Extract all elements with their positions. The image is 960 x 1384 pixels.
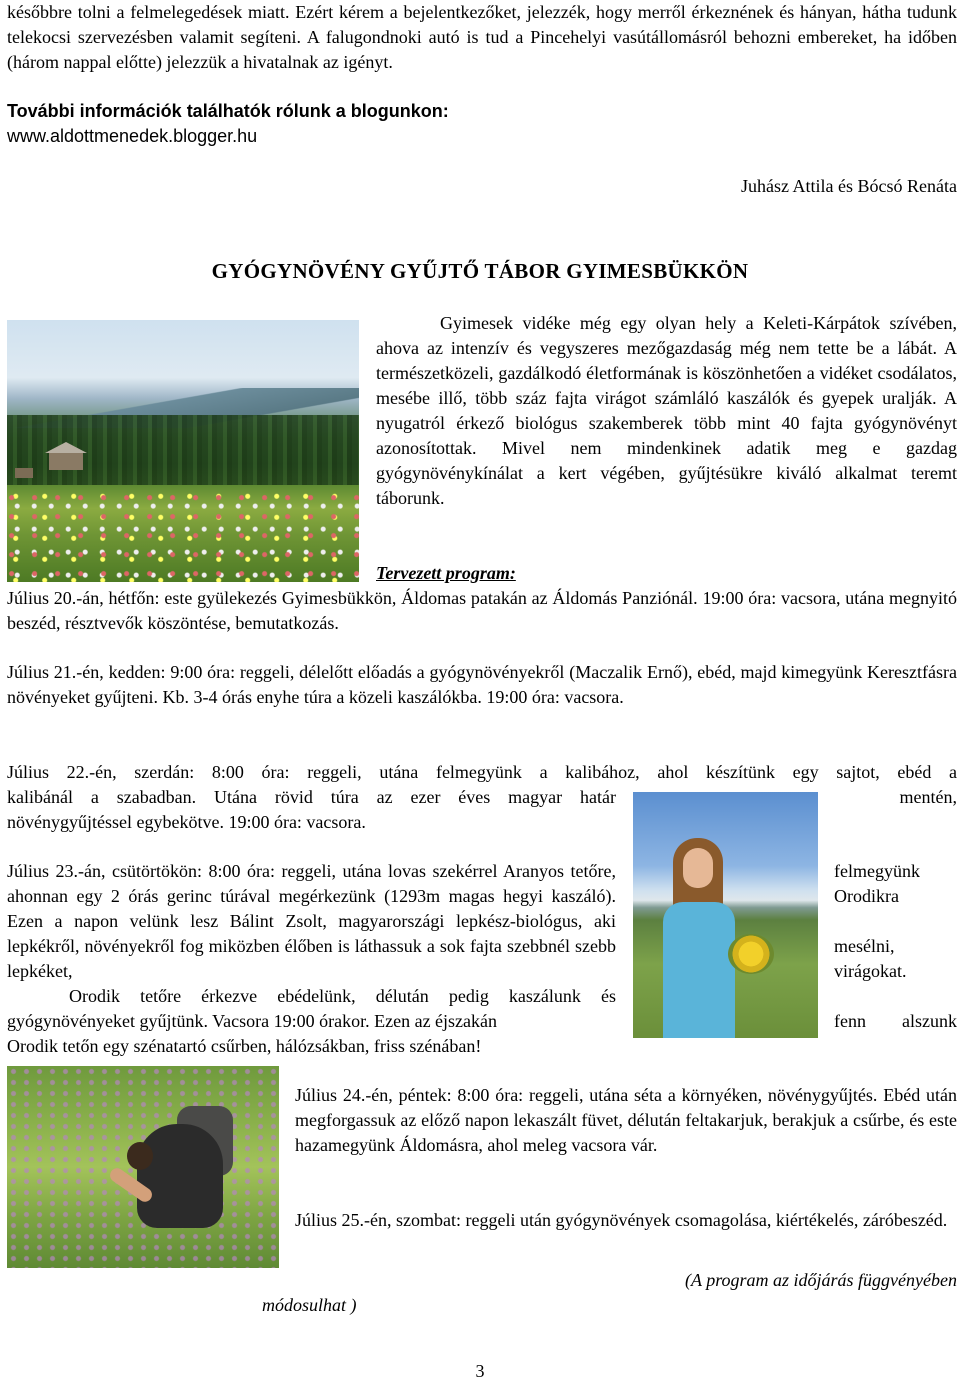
herb-picking-photo [7, 1066, 279, 1268]
program-heading: Tervezett program: [376, 563, 516, 583]
day-july-25: Július 25.-én, szombat: reggeli után gyógynövények csomagolása, kiértékelés, záróbeszéd. [295, 1210, 948, 1230]
day-july-23-right-4: virágokat. [834, 961, 907, 981]
weather-note: (A program az időjárás függvényében [685, 1270, 957, 1290]
day-july-24: Július 24.-én, péntek: 8:00 óra: reggeli, utána séta a környéken, növénygyűjtés. Ebéd után megforgassuk az előző napon lekaszált füvet, délután feltakarjuk, berakjuk a csűrbe, és este hazamegyünk Áldomásra, ahol meleg vacsora vár. [295, 1085, 957, 1155]
day-july-20: Július 20.-án, hétfőn: este gyülekezés Gyimesbükkön, Áldomas patakán az Áldomás Panziónál. 19:00 óra: vacsora, utána megnyitó beszéd, résztvevők köszöntése, bemutatkozás. [7, 588, 957, 633]
day-july-23-main: Július 23.-án, csütörtökön: 8:00 óra: reggeli, utána lovas szekérrel Aranyos tetőre, ahonnan egy 2 órás gerinc túrával megérkezünk (1293m magas hegyi kaszáló). Ezen a napon velünk lesz Bálint Zsolt, magyarországi lepkész-biológus, aki lepkékről, növényekről fog miközben élőben is láthassuk a sok fajta szebbnél szebb lepkéket, [7, 861, 616, 981]
blog-heading: További információk találhatók rólunk a blogunkon: [7, 101, 449, 121]
blog-url-link[interactable]: www.aldottmenedek.blogger.hu [7, 126, 258, 146]
weather-note-continued: módosulhat ) [262, 1295, 357, 1315]
day-july-23-right-5: fenn alszunk [834, 1011, 957, 1031]
page-title: GYÓGYNÖVÉNY GYŰJTŐ TÁBOR GYIMESBÜKKÖN [211, 259, 749, 283]
mountain-meadow-photo [7, 320, 359, 582]
intro-paragraph: későbbre tolni a felmelegedések miatt. Ezért kérem a bejelentkezőket, jelezzék, hogy merről érkeznének és hányan, hátha tudunk telekocsi szervezésben valamit segíteni. A falugondnoki autó is tud a Pincehelyi vasútállomásról behozni embereket, ha időben (három nappal előtte) jelezzük a hivatalnak az igényt. [7, 2, 957, 72]
girl-with-flowers-photo [633, 792, 818, 1038]
camp-description: Gyimesek vidéke még egy olyan hely a Keleti-Kárpátok szívében, ahova az intenzív és vegyszeres mezőgazdaság még nem tette be a lábát. A természetközeli, gazdálkodó életformának is köszönhetően a vidéket csodálatos, mesébe illő, több száz fajta virágot számláló kaszálók és gyepek uralják. A nyugatról érkező biológus szakemberek több mint 40 fajta gyógynövényt azonosítottak. Mivel nem mindenkinek adatik meg e gazdag gyógynövénykínálat a kert végében, gyűjtésükre kiváló alkalmat teremt táborunk. [376, 313, 957, 508]
day-july-23 [7, 859, 616, 1034]
day-july-23-right-3: mesélni, [834, 936, 895, 956]
day-july-22-line3: növénygyűjtéssel egybekötve. 19:00 óra: vacsora. [7, 812, 366, 832]
day-july-22-line2-right: mentén, [899, 787, 957, 807]
day-july-23-indent: Orodik tetőre érkezve ebédelünk, délután pedig kaszálunk és gyógynövényeket gyűjtünk. Vacsora 19:00 órakor. Ezen az éjszakán [7, 986, 616, 1031]
day-july-23-right-1: felmegyünk [834, 861, 920, 881]
signature: Juhász Attila és Bócsó Renáta [741, 176, 957, 196]
page-number: 3 [475, 1361, 485, 1381]
day-july-21: Július 21.-én, kedden: 9:00 óra: reggeli, délelőtt előadás a gyógynövényekről (Maczalik Ernő), ebéd, majd kimegyünk Keresztfásra növényeket gyűjteni. Kb. 3-4 órás enyhe túra a közeli kaszálókba. 19:00 óra: vacsora. [7, 662, 957, 707]
day-july-22-line2: kalibánál a szabadban. Utána rövid túra az ezer éves magyar határ [7, 787, 616, 807]
day-july-23-tail: Orodik tetőn egy szénatartó csűrben, hálózsákban, friss szénában! [7, 1036, 482, 1056]
day-july-22-line1: Július 22.-én, szerdán: 8:00 óra: reggeli, utána felmegyünk a kalibához, ahol készítünk egy sajtot, ebéd a [7, 762, 957, 782]
day-july-23-right-2: Orodikra [834, 886, 899, 906]
